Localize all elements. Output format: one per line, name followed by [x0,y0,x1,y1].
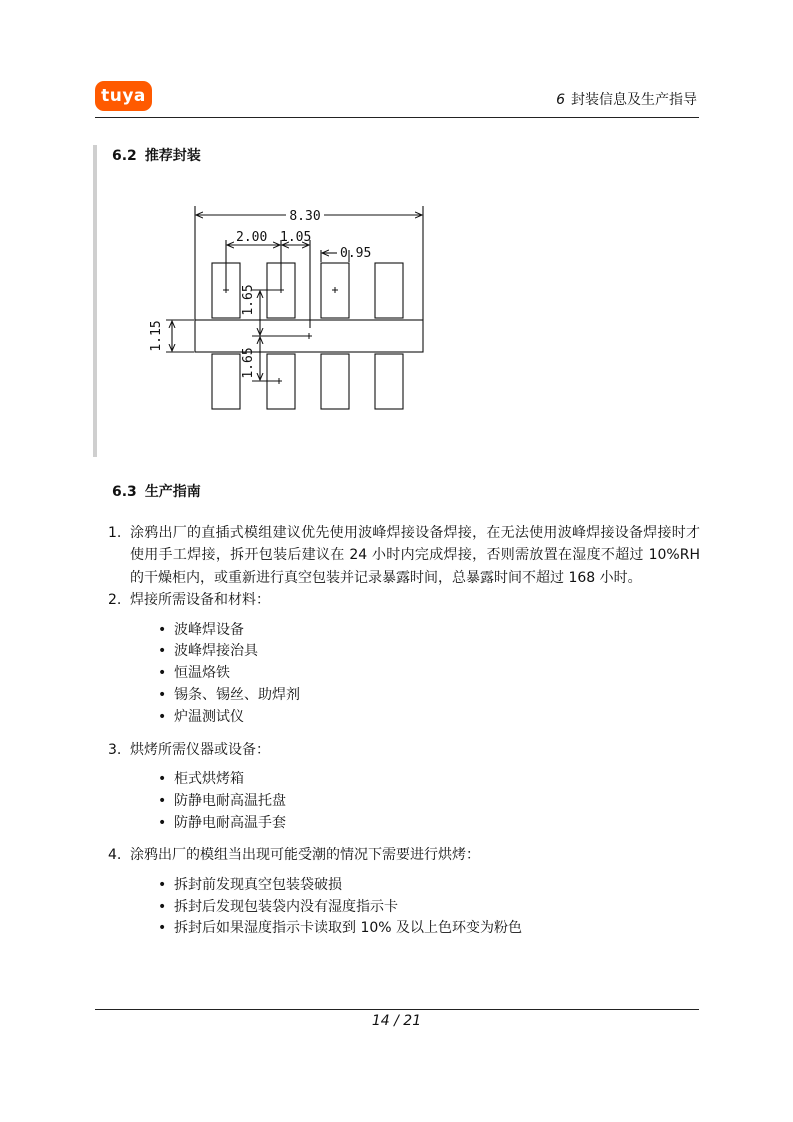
dim-lower-gap-text: 1.65 [241,347,256,379]
bullet-list [156,769,700,834]
logo-text: tuya [101,86,146,106]
list-item-number: 2. [108,592,122,609]
header-rule [95,117,699,118]
pad-bottom-4 [375,354,403,409]
section-63-number: 6.3 [112,484,137,500]
list-item-number: 1. [108,525,122,541]
list-item-text: 焊接所需设备和材料： [130,592,270,609]
bullet-item: • 拆封前发现真空包装袋破损 [156,875,700,897]
bullet-list [156,875,700,940]
section-62-number: 6.2 [112,148,137,164]
header-chapter-title [556,89,697,109]
section-62-label: 推荐封装 [144,148,201,164]
chapter-number: 6 [556,92,565,108]
list-item-number: 3. [108,741,122,758]
production-guide-list [108,522,700,950]
bullet-item: • 柜式烘烤箱 [156,769,700,791]
list-item-text: 涂鸦出厂的模组当出现可能受潮的情况下需要进行烘烤： [130,847,480,864]
center-mark-bar [306,333,312,339]
bullet-item: • 炉温测试仪 [156,707,700,729]
center-mark-pad-bottom [276,378,282,384]
section-63-title [112,481,201,501]
list-item [108,589,700,728]
list-item [108,739,700,835]
bullet-list [156,620,700,729]
pad-bottom-3 [321,354,349,409]
list-item [108,522,700,589]
pad-bottom-1 [212,354,240,409]
bullet-item: • 锡条、锡丝、助焊剂 [156,685,700,707]
list-item-text: 烘烤所需仪器或设备： [130,741,270,758]
bullet-item: • 拆封后如果湿度指示卡读取到 10% 及以上色环变为粉色 [156,918,700,940]
bullet-item: • 防静电耐高温手套 [156,813,700,835]
pad-top-4 [375,263,403,318]
section-63-label: 生产指南 [144,484,201,500]
list-item [108,844,700,940]
chapter-title: 封装信息及生产指导 [571,92,697,108]
dim-pad-width-text: 0.95 [340,246,372,261]
page-number: 14 / 21 [371,1013,422,1029]
footer-rule [95,1009,699,1010]
list-item-text: 涂鸦出厂的直插式模组建议优先使用波峰焊接设备焊接，在无法使用波峰焊接设备焊接时才使用手工焊接，拆开包装后建议在 24 小时内完成焊接，否则需放置在湿度不超过 10%RH 的干燥柜内，或重新进行真空包装并记录暴露时间，总暴露时间不超过 168 小时。 [130,525,700,586]
bullet-item: • 恒温烙铁 [156,663,700,685]
dim-total-width-text: 8.30 [289,209,321,224]
dim-pitch-text: 2.00 [236,230,268,245]
bullet-item: • 波峰焊接治具 [156,641,700,663]
bullet-item: • 拆封后发现包装袋内没有湿度指示卡 [156,897,700,919]
bullet-item: • 波峰焊设备 [156,620,700,642]
dim-bar-height-text: 1.15 [149,320,164,352]
section-62-title [112,145,201,165]
center-mark-pad1 [223,287,229,293]
bullet-item: • 防静电耐高温托盘 [156,791,700,813]
list-item-number: 4. [108,847,122,864]
center-mark-pad3 [332,287,338,293]
footprint-diagram [140,200,440,415]
dim-offset-text: 1.05 [280,230,312,245]
section-side-bar [93,145,97,457]
dim-upper-gap-text: 1.65 [241,284,256,316]
tuya-logo [95,81,152,111]
center-mark-pad2 [278,287,284,293]
